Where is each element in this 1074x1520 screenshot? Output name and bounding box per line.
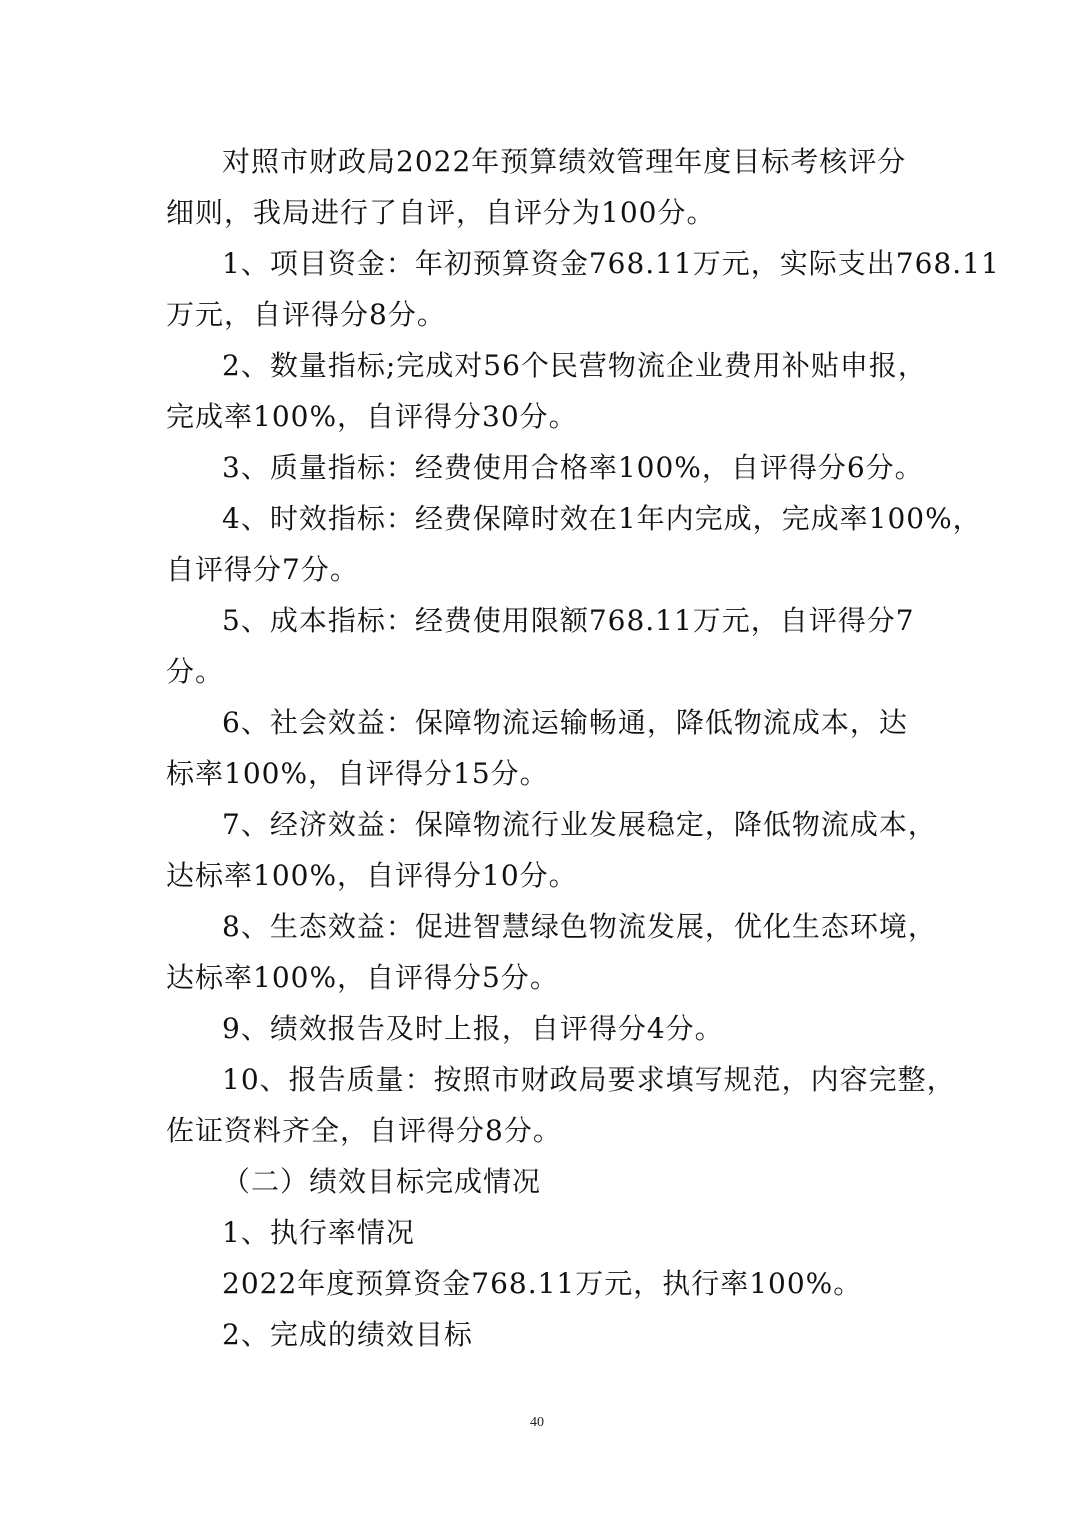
page-number: 40 — [530, 1415, 544, 1430]
section-heading — [166, 1156, 914, 1207]
paragraph-line: 2、完成的绩效目标 — [222, 1318, 473, 1351]
paragraph-line: 2022年度预算资金768.11万元，执行率100%。 — [222, 1267, 863, 1300]
paragraph-line: 10、报告质量：按照市财政局要求填写规范，内容完整， — [222, 1063, 956, 1096]
paragraph-self-evaluation — [166, 136, 914, 238]
paragraph-item-5 — [166, 595, 914, 697]
paragraph-line: 5、成本指标：经费使用限额768.11万元，自评得分7 — [222, 604, 915, 637]
paragraph-item-4 — [166, 493, 982, 595]
paragraph-line: 2、数量指标;完成对56个民营物流企业费用补贴申报， — [222, 349, 927, 382]
paragraph-line: 4、时效指标：经费保障时效在1年内完成，完成率100%， — [222, 502, 982, 535]
paragraph-item-8 — [166, 901, 937, 1003]
subsection-heading-execution-rate — [166, 1207, 914, 1258]
paragraph-line: 1、执行率情况 — [222, 1216, 415, 1249]
paragraph-line: 1、项目资金：年初预算资金768.11万元，实际支出768.11 — [222, 247, 1000, 280]
paragraph-line: 细则，我局进行了自评，自评分为100分。 — [166, 196, 716, 229]
paragraph-line: 佐证资料齐全，自评得分8分。 — [166, 1114, 562, 1147]
paragraph-line: 达标率100%，自评得分10分。 — [166, 859, 578, 892]
paragraph-line: 对照市财政局2022年预算绩效管理年度目标考核评分 — [222, 145, 907, 178]
paragraph-line: （二）绩效目标完成情况 — [222, 1165, 542, 1198]
paragraph-execution-rate — [166, 1258, 914, 1309]
subsection-heading-completed-goals — [166, 1309, 914, 1360]
paragraph-line: 7、经济效益：保障物流行业发展稳定，降低物流成本， — [222, 808, 937, 841]
paragraph-item-7 — [166, 799, 937, 901]
paragraph-line: 自评得分7分。 — [166, 553, 359, 586]
paragraph-line: 分。 — [166, 655, 225, 688]
document-body — [166, 136, 1000, 1360]
paragraph-item-6 — [166, 697, 914, 799]
paragraph-item-3 — [166, 442, 924, 493]
paragraph-item-10 — [166, 1054, 956, 1156]
paragraph-line: 6、社会效益：保障物流运输畅通，降低物流成本，达 — [222, 706, 908, 739]
paragraph-line: 完成率100%，自评得分30分。 — [166, 400, 578, 433]
paragraph-line: 3、质量指标：经费使用合格率100%，自评得分6分。 — [222, 451, 924, 484]
paragraph-item-9 — [166, 1003, 914, 1054]
paragraph-line: 万元，自评得分8分。 — [166, 298, 446, 331]
paragraph-line: 标率100%，自评得分15分。 — [166, 757, 549, 790]
paragraph-line: 达标率100%，自评得分5分。 — [166, 961, 559, 994]
paragraph-item-2 — [166, 340, 927, 442]
paragraph-item-1 — [166, 238, 1000, 340]
paragraph-line: 9、绩效报告及时上报，自评得分4分。 — [222, 1012, 724, 1045]
paragraph-line: 8、生态效益：促进智慧绿色物流发展，优化生态环境， — [222, 910, 937, 943]
